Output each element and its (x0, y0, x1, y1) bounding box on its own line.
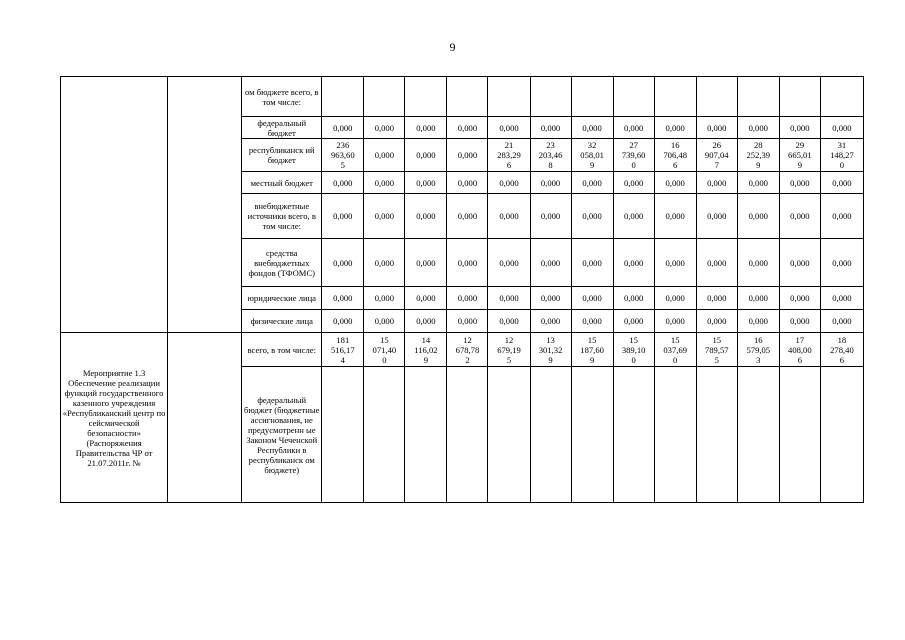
value-cell: 0,000 (405, 117, 447, 139)
value-cell: 0,000 (779, 172, 820, 194)
measure-name-cell: Мероприятие 1.3 Обеспечение реализации функций государственного казенного учреждения «Республиканский центр по сейсмической безопасности» (Распоряжения Правительства ЧР от 21.07.2011г. № (61, 333, 168, 503)
value-cell: 15 071,40 0 (364, 333, 405, 367)
value-cell: 23 203,46 8 (530, 139, 571, 172)
value-cell: 18 278,40 6 (820, 333, 863, 367)
value-cell: 0,000 (571, 310, 613, 333)
value-cell: 0,000 (571, 117, 613, 139)
value-cell: 0,000 (613, 172, 654, 194)
value-cell (613, 367, 654, 503)
value-cell: 0,000 (613, 117, 654, 139)
value-cell: 0,000 (571, 239, 613, 287)
value-cell: 0,000 (488, 172, 530, 194)
value-cell: 0,000 (530, 287, 571, 310)
value-cell: 0,000 (322, 310, 364, 333)
value-cell: 0,000 (654, 117, 696, 139)
value-cell: 0,000 (696, 287, 737, 310)
value-cell: 0,000 (322, 117, 364, 139)
source-label: физические лица (242, 310, 322, 333)
value-cell (779, 77, 820, 117)
value-cell: 0,000 (530, 194, 571, 239)
value-cell (820, 77, 863, 117)
value-cell (364, 367, 405, 503)
value-cell: 0,000 (405, 194, 447, 239)
value-cell: 0,000 (696, 310, 737, 333)
value-cell: 15 389,10 0 (613, 333, 654, 367)
value-cell (737, 77, 779, 117)
value-cell: 16 579,05 3 (737, 333, 779, 367)
value-cell: 0,000 (654, 287, 696, 310)
value-cell (696, 77, 737, 117)
source-label: средства внебюджетных фондов (ТФОМС) (242, 239, 322, 287)
value-cell: 0,000 (779, 194, 820, 239)
value-cell: 17 408,00 6 (779, 333, 820, 367)
value-cell: 0,000 (364, 194, 405, 239)
value-cell: 0,000 (613, 194, 654, 239)
value-cell: 0,000 (613, 287, 654, 310)
value-cell: 0,000 (779, 239, 820, 287)
value-cell: 0,000 (447, 139, 488, 172)
value-cell: 0,000 (696, 117, 737, 139)
value-cell: 0,000 (820, 194, 863, 239)
value-cell: 0,000 (530, 239, 571, 287)
value-cell: 0,000 (820, 239, 863, 287)
value-cell: 0,000 (654, 194, 696, 239)
value-cell: 0,000 (488, 117, 530, 139)
value-cell: 32 058,01 9 (571, 139, 613, 172)
budget-table (60, 76, 864, 503)
value-cell (405, 77, 447, 117)
value-cell (488, 367, 530, 503)
value-cell: 0,000 (447, 287, 488, 310)
value-cell (364, 77, 405, 117)
value-cell: 0,000 (779, 117, 820, 139)
value-cell: 0,000 (488, 239, 530, 287)
value-cell (405, 367, 447, 503)
value-cell (820, 367, 863, 503)
value-cell: 0,000 (571, 172, 613, 194)
value-cell: 0,000 (322, 287, 364, 310)
value-cell: 0,000 (405, 287, 447, 310)
value-cell: 0,000 (654, 310, 696, 333)
source-label: внебюджетные источники всего, в том числе: (242, 194, 322, 239)
value-cell: 0,000 (405, 139, 447, 172)
value-cell: 0,000 (820, 117, 863, 139)
value-cell: 0,000 (405, 310, 447, 333)
value-cell: 0,000 (696, 194, 737, 239)
value-cell: 15 037,69 0 (654, 333, 696, 367)
value-cell (322, 77, 364, 117)
value-cell: 0,000 (530, 117, 571, 139)
measure-name-cell-empty (61, 77, 168, 333)
value-cell: 0,000 (696, 172, 737, 194)
value-cell: 0,000 (820, 287, 863, 310)
value-cell: 0,000 (488, 194, 530, 239)
value-cell (322, 367, 364, 503)
value-cell (654, 367, 696, 503)
value-cell: 0,000 (737, 117, 779, 139)
value-cell: 0,000 (571, 287, 613, 310)
source-label: республиканск ий бюджет (242, 139, 322, 172)
value-cell: 0,000 (447, 310, 488, 333)
value-cell: 0,000 (364, 172, 405, 194)
value-cell: 0,000 (571, 194, 613, 239)
value-cell: 26 907,04 7 (696, 139, 737, 172)
value-cell: 0,000 (364, 117, 405, 139)
executor-cell-empty (168, 77, 242, 333)
value-cell: 12 678,78 2 (447, 333, 488, 367)
value-cell: 0,000 (322, 172, 364, 194)
value-cell: 14 116,02 9 (405, 333, 447, 367)
value-cell: 0,000 (447, 194, 488, 239)
value-cell: 0,000 (364, 310, 405, 333)
value-cell: 0,000 (322, 239, 364, 287)
value-cell: 0,000 (364, 239, 405, 287)
value-cell: 15 789,57 5 (696, 333, 737, 367)
value-cell: 0,000 (405, 239, 447, 287)
value-cell: 0,000 (737, 310, 779, 333)
value-cell (571, 77, 613, 117)
value-cell (696, 367, 737, 503)
value-cell (447, 77, 488, 117)
source-label: всего, в том числе: (242, 333, 322, 367)
value-cell: 28 252,39 9 (737, 139, 779, 172)
table-row (61, 77, 864, 117)
source-label: федеральный бюджет (242, 117, 322, 139)
value-cell: 31 148,27 0 (820, 139, 863, 172)
value-cell: 0,000 (447, 239, 488, 287)
value-cell: 0,000 (488, 310, 530, 333)
source-label: местный бюджет (242, 172, 322, 194)
value-cell: 0,000 (737, 239, 779, 287)
value-cell: 0,000 (447, 172, 488, 194)
value-cell: 0,000 (488, 287, 530, 310)
value-cell: 0,000 (654, 239, 696, 287)
page-number: 9 (449, 40, 456, 54)
value-cell: 181 516,17 4 (322, 333, 364, 367)
value-cell: 12 679,19 5 (488, 333, 530, 367)
value-cell: 0,000 (613, 239, 654, 287)
value-cell: 0,000 (447, 117, 488, 139)
value-cell: 15 187,60 9 (571, 333, 613, 367)
source-label: ом бюджете всего, в том числе: (242, 77, 322, 117)
value-cell (613, 77, 654, 117)
value-cell: 0,000 (364, 287, 405, 310)
value-cell: 0,000 (530, 172, 571, 194)
value-cell: 0,000 (322, 194, 364, 239)
value-cell: 21 283,29 6 (488, 139, 530, 172)
value-cell: 0,000 (779, 287, 820, 310)
value-cell: 0,000 (779, 310, 820, 333)
table-row (61, 333, 864, 367)
value-cell: 0,000 (405, 172, 447, 194)
value-cell: 0,000 (737, 172, 779, 194)
value-cell: 0,000 (613, 310, 654, 333)
value-cell: 0,000 (364, 139, 405, 172)
value-cell (488, 77, 530, 117)
value-cell (571, 367, 613, 503)
value-cell: 0,000 (530, 310, 571, 333)
source-label: юридические лица (242, 287, 322, 310)
value-cell (737, 367, 779, 503)
value-cell (530, 77, 571, 117)
value-cell: 0,000 (737, 287, 779, 310)
value-cell: 29 665,01 9 (779, 139, 820, 172)
value-cell: 27 739,60 0 (613, 139, 654, 172)
value-cell: 0,000 (696, 239, 737, 287)
source-label: федеральный бюджет (бюджетные ассигнования, не предусмотренн ые Законом Чеченской Республики в республиканск ом бюджете) (242, 367, 322, 503)
value-cell: 0,000 (820, 310, 863, 333)
value-cell: 0,000 (820, 172, 863, 194)
value-cell (654, 77, 696, 117)
value-cell (530, 367, 571, 503)
value-cell (779, 367, 820, 503)
executor-cell (168, 333, 242, 503)
value-cell: 0,000 (737, 194, 779, 239)
value-cell: 16 706,48 6 (654, 139, 696, 172)
value-cell: 13 301,32 9 (530, 333, 571, 367)
value-cell: 0,000 (654, 172, 696, 194)
value-cell (447, 367, 488, 503)
value-cell: 236 963,60 5 (322, 139, 364, 172)
